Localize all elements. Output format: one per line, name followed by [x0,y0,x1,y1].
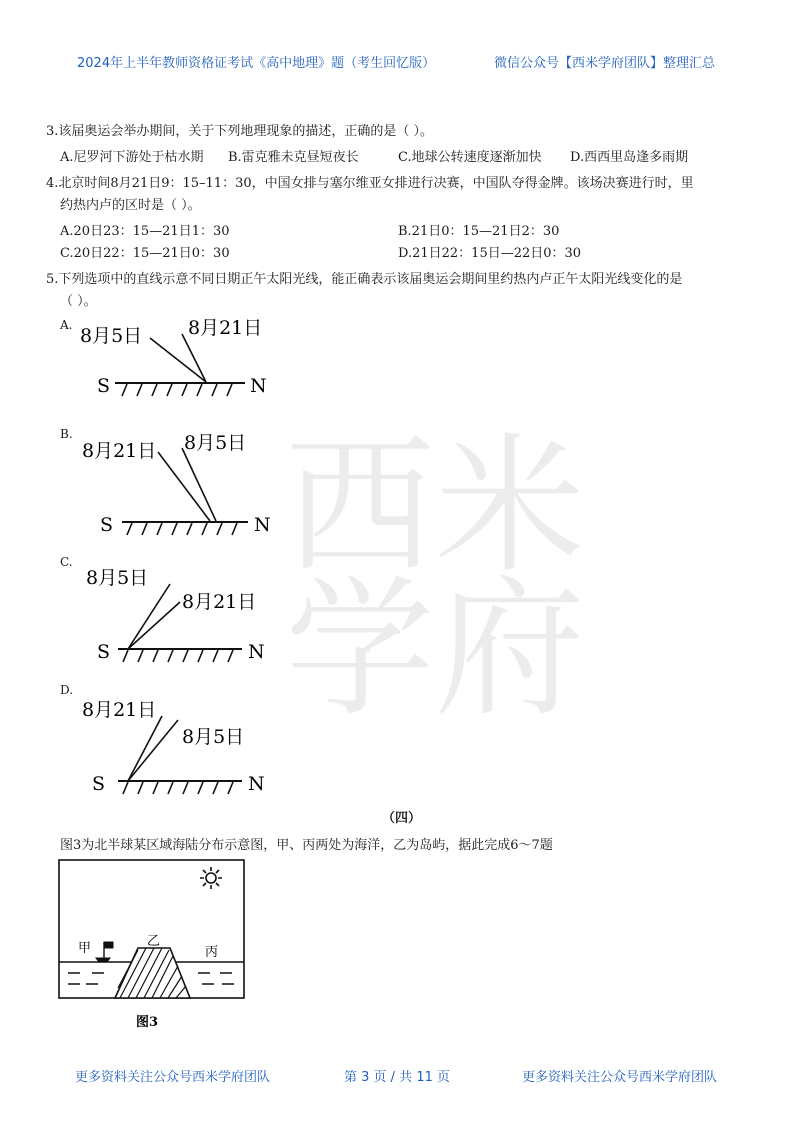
diagram-b-s: S [100,514,114,536]
label-bing: 丙 [205,945,219,960]
diagram-a-label: A. [60,318,73,332]
q4-stem-2: 约热内卢的区时是（ ）。 [60,198,201,213]
diagram-b-upper-date: 8月21日 [82,440,157,462]
diagram-c-lower-date: 8月21日 [182,591,257,613]
diagram-d-n: N [248,773,265,795]
diagram-c [70,558,290,668]
watermark-line2: 学府 [285,563,586,737]
diagram-d-ray-upper [128,716,162,781]
diagram-d-ray-lower [128,720,178,781]
diagram-a-hatching [122,384,232,396]
q5-stem-1: 5.下列选项中的直线示意不同日期正午太阳光线，能正确表示该届奥运会期间里约热内卢正午太阳光线变化的是 [46,272,683,287]
header-source: 微信公众号【西米学府团队】整理汇总 [494,56,716,71]
diagram-a-ray-lower [182,334,206,382]
diagram-d-lower-date: 8月5日 [182,726,245,748]
diagram-c-label: C. [60,555,73,569]
figure-3 [58,858,248,1038]
q4-option-c: C.20日22：15—21日0：30 [60,246,230,261]
q3-option-c: C.地球公转速度逐渐加快 [398,150,542,165]
diagram-d-label: D. [60,683,74,697]
diagram-a-ray-upper [150,338,206,382]
page-number: 第 3 页 / 共 11 页 [344,1070,450,1085]
figure-caption: 图3 [136,1015,159,1030]
q3-option-a: A.尼罗河下游处于枯水期 [60,150,204,165]
diagram-b-hatching [127,523,237,535]
q4-stem-1: 4.北京时间8月21日9：15–11：30，中国女排与塞尔维亚女排进行决赛，中国队夺得金牌。该场决赛进行时，里 [46,176,694,191]
q4-option-a: A.20日23：15—21日1：30 [60,224,230,239]
diagram-c-n: N [248,641,265,663]
diagram-c-hatching [123,650,233,662]
diagram-a-s: S [97,375,111,397]
diagram-b-label: B. [60,427,73,441]
diagram-a [70,310,290,410]
diagram-c-s: S [97,641,111,663]
q5-stem-2: （ ）。 [60,294,97,309]
section-title: （四） [382,811,422,826]
q3-option-d: D.西西里岛逢多雨期 [570,150,689,165]
footer-right: 更多资料关注公众号西米学府团队 [522,1070,718,1085]
section-intro: 图3为北半球某区域海陆分布示意图，甲、丙两处为海洋，乙为岛屿，据此完成6～7题 [60,838,553,853]
diagram-b-ray-lower [182,448,216,521]
diagram-b-lower-date: 8月5日 [184,432,247,454]
diagram-a-n: N [250,375,267,397]
diagram-d [70,688,290,803]
label-jia: 甲 [78,941,92,956]
diagram-b [70,420,290,550]
diagram-b-n: N [254,514,271,536]
label-yi: 乙 [147,934,161,949]
ship-icon [96,942,113,962]
diagram-d-s: S [92,773,106,795]
watermark-line1: 西米 [285,420,586,594]
diagram-b-ray-upper [158,452,210,521]
diagram-c-upper-date: 8月5日 [86,567,149,589]
q4-option-b: B.21日0：15—21日2：30 [398,224,560,239]
q4-option-d: D.21日22：15日—22日0：30 [398,246,582,261]
diagram-a-upper-date: 8月5日 [80,325,143,347]
sun-icon [200,867,222,889]
diagram-d-upper-date: 8月21日 [82,699,157,721]
q3-stem: 3.该届奥运会举办期间，关于下列地理现象的描述，正确的是（ ）。 [46,124,434,139]
diagram-a-lower-date: 8月21日 [188,317,263,339]
diagram-d-hatching [123,782,233,794]
q3-option-b: B.雷克雅未克昼短夜长 [228,150,359,165]
header-title: 2024年上半年教师资格证考试《高中地理》题（考生回忆版） [77,56,436,71]
footer-left: 更多资料关注公众号西米学府团队 [75,1070,271,1085]
